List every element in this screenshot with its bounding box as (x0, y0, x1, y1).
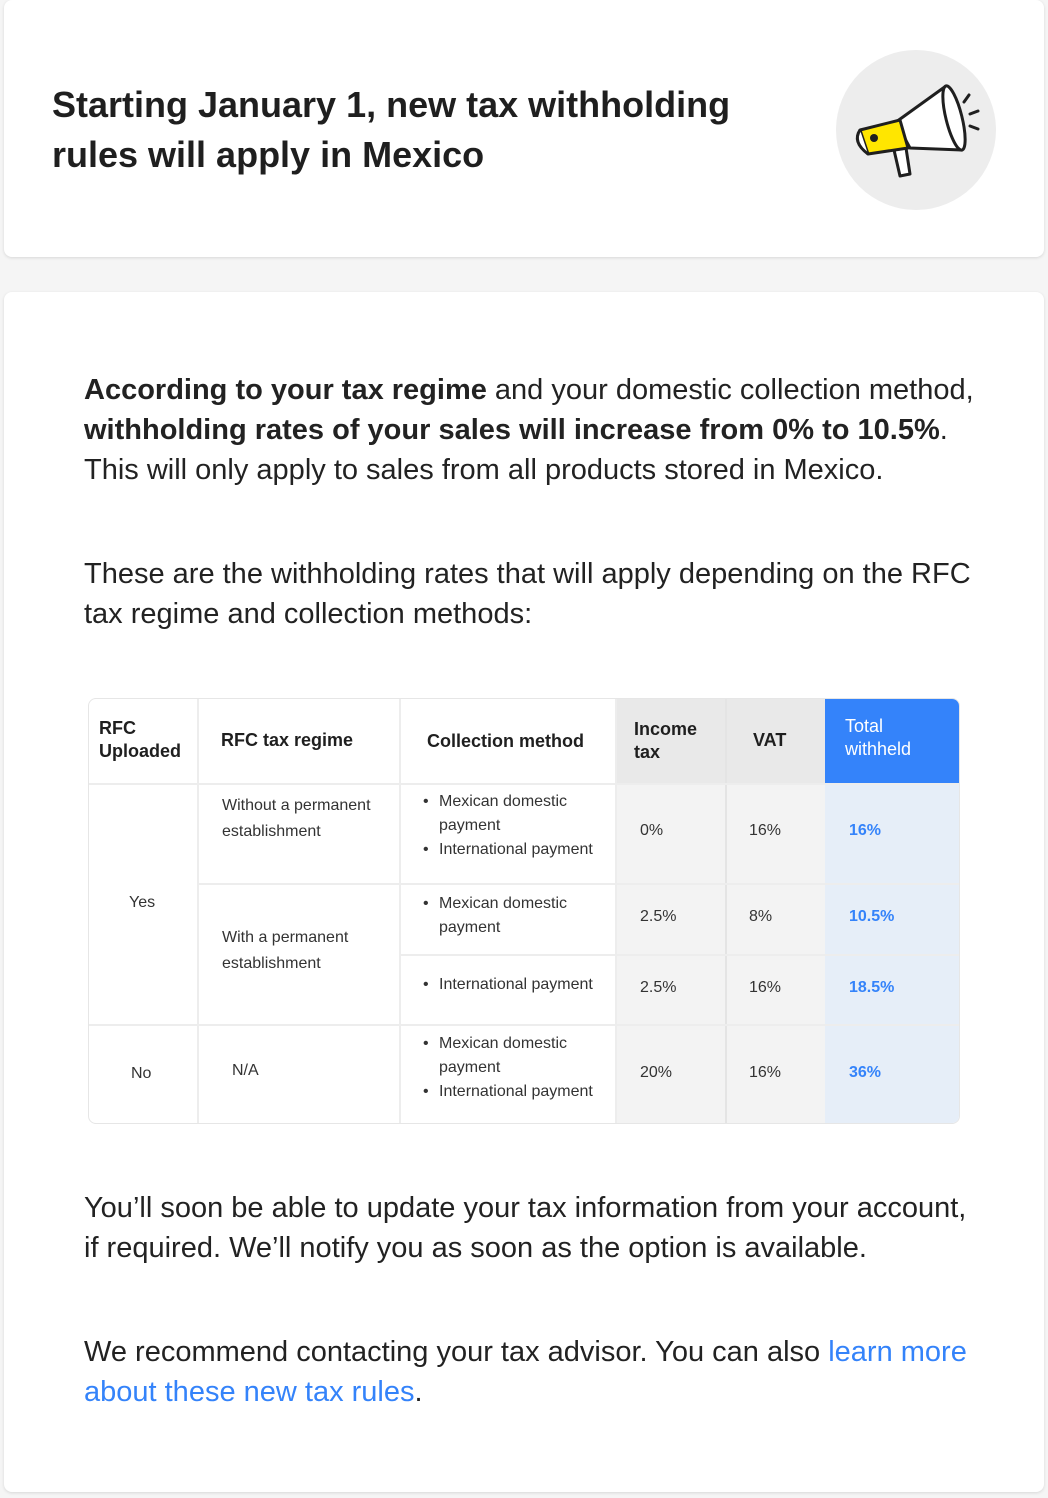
advisor-text-end: . (414, 1376, 423, 1408)
update-info-paragraph: You’ll soon be able to update your tax information from your account, if required. We’ll notify you as soon as the option is available. (84, 1192, 967, 1264)
header-collection-method: Collection method (427, 731, 584, 751)
withholding-rates-table (88, 698, 960, 1124)
table-intro-paragraph: These are the withholding rates that will apply depending on the RFC tax regime and collection methods: (84, 558, 971, 630)
method-item: • International payment (439, 1080, 609, 1104)
header-tax-regime: RFC tax regime (221, 730, 354, 750)
col-divider (615, 699, 617, 1124)
intro-text-1: and your domestic collection method, (486, 374, 974, 406)
method-item: • Mexican domestic payment (439, 1032, 609, 1080)
header-vat: VAT (753, 730, 787, 750)
income-tax-value: 0% (640, 822, 664, 839)
regime-na: N/A (232, 1062, 259, 1079)
intro-text-2: . This will only apply to sales from all products stored in Mexico. (84, 414, 948, 486)
header-total-withheld: Total withheld (845, 716, 912, 759)
vat-value: 16% (749, 822, 782, 839)
intro-bold-regime: According to your tax regime (84, 374, 487, 406)
row-divider (89, 783, 960, 785)
method-item: • Mexican domestic payment (439, 790, 609, 838)
regime-with-pe: With a permanent establishment (222, 929, 349, 972)
vat-value: 8% (749, 908, 773, 925)
megaphone-icon (836, 50, 996, 210)
row-divider (89, 1024, 960, 1026)
row-divider (197, 883, 960, 885)
income-tax-value: 20% (640, 1064, 673, 1081)
regime-without-pe: Without a permanent establishment (222, 797, 371, 840)
intro-paragraph (84, 370, 974, 490)
income-tax-value: 2.5% (640, 908, 677, 925)
vat-value: 16% (749, 1064, 782, 1081)
row-divider (399, 954, 960, 956)
header-rfc-uploaded: RFC Uploaded (99, 718, 182, 761)
col-divider (197, 699, 199, 1124)
income-tax-value: 2.5% (640, 979, 677, 996)
page-title: Starting January 1, new tax withholding rules will apply in Mexico (52, 84, 731, 175)
learn-more-link[interactable]: learn more about these new tax rules (84, 1336, 967, 1408)
intro-bold-rates: withholding rates of your sales will increase from 0% to 10.5% (84, 414, 940, 446)
total-value: 16% (849, 822, 882, 839)
total-value: 18.5% (849, 979, 895, 996)
total-value: 36% (849, 1064, 882, 1081)
method-item: • Mexican domestic payment (439, 892, 609, 940)
header-income-tax: Income tax (634, 719, 698, 762)
method-item: • International payment (439, 838, 609, 862)
advisor-text: We recommend contacting your tax advisor. You can also (84, 1336, 829, 1368)
rfc-no: No (131, 1065, 152, 1082)
tax-info-card (4, 292, 1044, 1492)
col-divider (399, 699, 401, 1124)
megaphone-badge (836, 50, 996, 210)
announcement-header-card (4, 0, 1044, 257)
advisor-paragraph (84, 1332, 974, 1412)
total-value: 10.5% (849, 908, 895, 925)
rfc-yes: Yes (129, 894, 156, 911)
method-item: • International payment (439, 973, 609, 997)
vat-value: 16% (749, 979, 782, 996)
col-divider (725, 699, 727, 1124)
